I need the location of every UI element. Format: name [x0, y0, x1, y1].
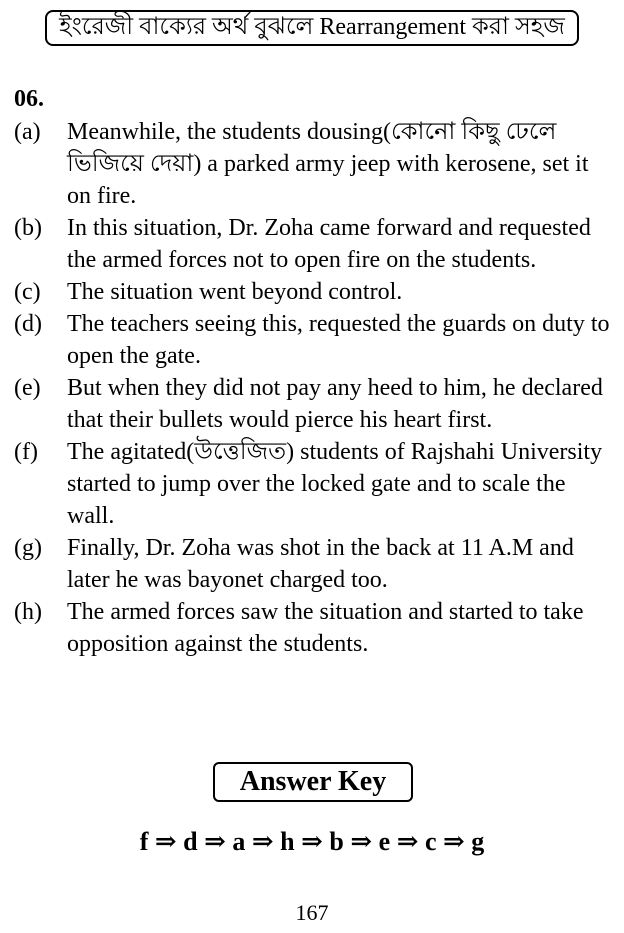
question-items [14, 116, 610, 660]
header-title-box [45, 10, 579, 46]
question-number: 06. [14, 86, 44, 112]
item-label: (f) [14, 439, 38, 465]
list-item [14, 308, 610, 372]
item-label: (d) [14, 311, 42, 337]
list-item [14, 436, 610, 532]
item-text: Finally, Dr. Zoha was shot in the back at 11 A.M and later he was bayonet charged too. [67, 535, 574, 593]
item-text: But when they did not pay any heed to him, he declared that their bullets would pierce his heart first. [67, 375, 603, 433]
answer-key-heading: Answer Key [239, 766, 387, 797]
item-text: The armed forces saw the situation and started to take opposition against the students. [67, 599, 584, 657]
item-label: (b) [14, 215, 42, 241]
item-label: (e) [14, 375, 41, 401]
item-label: (h) [14, 599, 42, 625]
list-item [14, 596, 610, 660]
page-number: 167 [295, 900, 329, 925]
answer-sequence: f ⇒ d ⇒ a ⇒ h ⇒ b ⇒ e ⇒ c ⇒ g [139, 827, 485, 856]
item-text: The situation went beyond control. [67, 279, 403, 305]
item-text: Meanwhile, the students dousing(কোনো কিছু ঢেলে ভিজিয়ে দেয়া) a parked army jeep with kerosene, set it on fire. [67, 119, 589, 209]
item-text: The teachers seeing this, requested the guards on duty to open the gate. [67, 311, 610, 369]
item-label: (c) [14, 279, 41, 305]
list-item [14, 372, 610, 436]
list-item [14, 532, 610, 596]
item-text: In this situation, Dr. Zoha came forward and requested the armed forces not to open fire on the students. [67, 215, 591, 273]
answer-key-heading-box [213, 762, 413, 802]
header-title: ইংরেজী বাক্যের অর্থ বুঝলে Rearrangement করা সহজ [59, 14, 565, 40]
list-item [14, 212, 610, 276]
item-text: The agitated(উত্তেজিত) students of Rajshahi University started to jump over the locked gate and to scale the wall. [67, 439, 603, 529]
list-item [14, 276, 610, 308]
item-label: (a) [14, 119, 41, 145]
list-item [14, 116, 610, 212]
item-label: (g) [14, 535, 42, 561]
